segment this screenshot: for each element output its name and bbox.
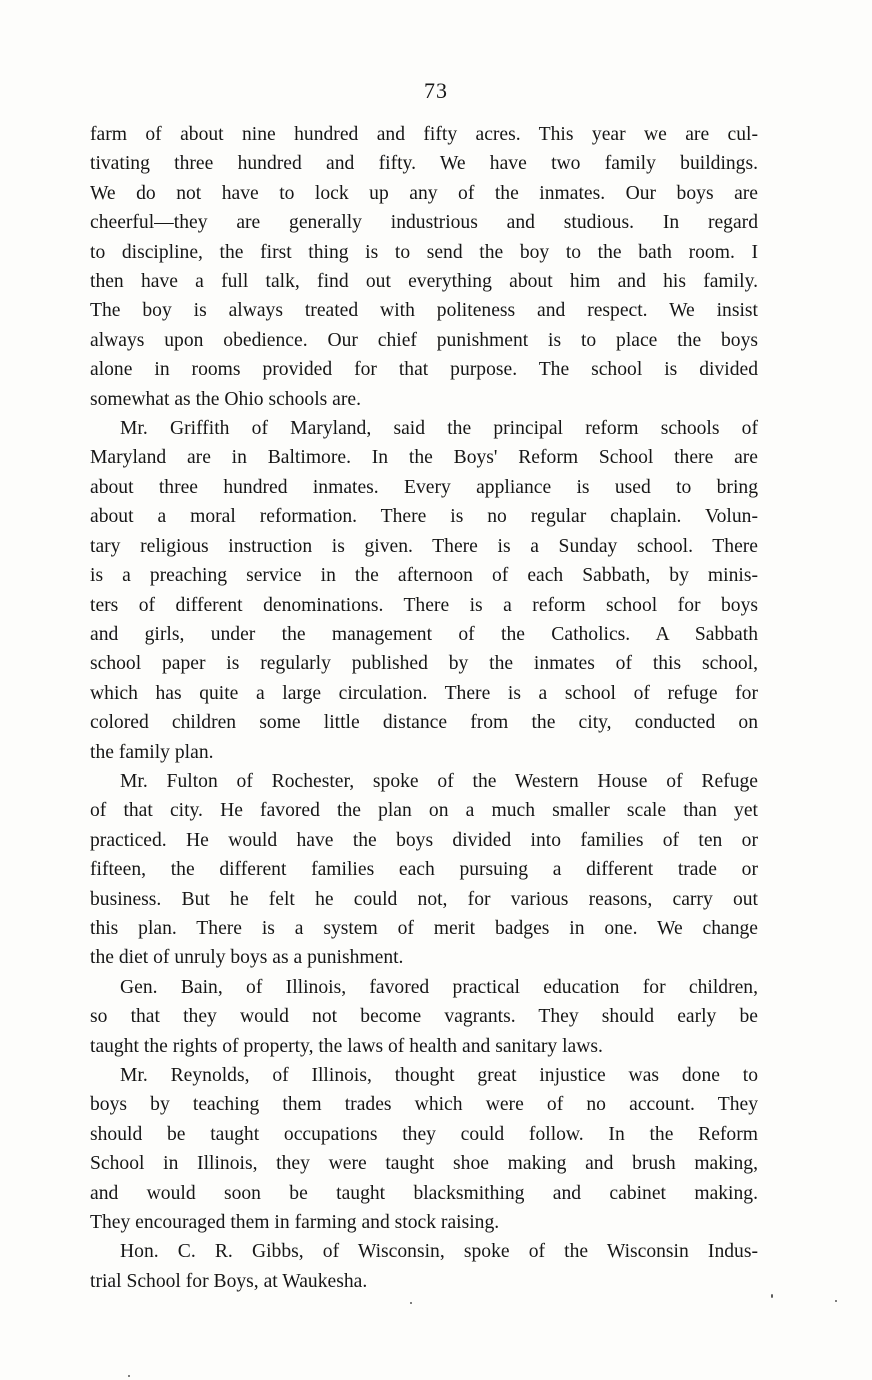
text-line: taught the rights of property, the laws of health and sanitary laws. [90,1035,603,1057]
text-line: practiced. He would have the boys divided into families of ten or [90,829,758,851]
text-line: this plan. There is a system of merit badges in one. We change [90,917,758,939]
paragraph-continued-farm [90,120,758,414]
text-line: of that city. He favored the plan on a much smaller scale than yet [90,800,758,822]
text-line: school paper is regularly published by the inmates of this school, [90,653,758,675]
text-line: and girls, under the management of the Catholics. A Sabbath [90,623,758,645]
text-line: which has quite a large circulation. There is a school of refuge for [90,682,758,704]
paragraph-fulton-rochester [90,767,758,973]
text-line: should be taught occupations they could follow. In the Reform [90,1123,758,1145]
text-line: the diet of unruly boys as a punishment. [90,947,404,969]
text-line: farm of about nine hundred and fifty acres. This year we are cul- [90,124,758,145]
text-line: then have a full talk, find out everything about him and his family. [90,271,758,293]
text-line: tivating three hundred and fifty. We have two family buildings. [90,153,758,175]
text-line: cheerful—they are generally industrious and studious. In regard [90,212,758,234]
scan-speck [128,1375,130,1377]
scan-speck [835,1300,837,1302]
text-line: Mr. Fulton of Rochester, spoke of the Western House of Refuge [120,770,758,792]
text-line: boys by teaching them trades which were of no account. They [90,1094,758,1116]
text-line: business. But he felt he could not, for various reasons, carry out [90,888,758,910]
text-line: so that they would not become vagrants. They should early be [90,1006,758,1028]
text-line: School in Illinois, they were taught shoe making and brush making, [90,1153,758,1175]
scan-speck [771,1294,773,1298]
text-line: is a preaching service in the afternoon of each Sabbath, by minis- [90,565,758,587]
paragraph-griffith-maryland [90,414,758,767]
text-line: Mr. Reynolds, of Illinois, thought great injustice was done to [120,1065,758,1086]
text-line: somewhat as the Ohio schools are. [90,388,361,410]
text-line: Hon. C. R. Gibbs, of Wisconsin, spoke of the Wisconsin Indus- [120,1241,758,1263]
text-line: to discipline, the first thing is to send the boy to the bath room. I [90,241,758,263]
text-line: tary religious instruction is given. There is a Sunday school. There [90,535,758,557]
text-line: fifteen, the different families each pursuing a different trade or [90,859,758,881]
paragraph-gibbs-wisconsin [90,1237,758,1296]
text-line: We do not have to lock up any of the inmates. Our boys are [90,182,758,204]
text-line: about a moral reformation. There is no regular chaplain. Volun- [90,506,758,528]
scan-speck [410,1302,412,1304]
body-text [90,120,758,1296]
paragraph-reynolds-illinois [90,1061,758,1237]
text-line: the family plan. [90,741,214,763]
text-line: They encouraged them in farming and stock raising. [90,1212,500,1234]
text-line: Gen. Bain, of Illinois, favored practical education for children, [120,976,758,998]
text-line: The boy is always treated with politeness and respect. We insist [90,300,758,322]
text-line: Maryland are in Baltimore. In the Boys' Reform School there are [90,447,758,469]
text-line: alone in rooms provided for that purpose. The school is divided [90,359,758,381]
text-line: colored children some little distance from the city, conducted on [90,712,758,734]
text-line: ters of different denominations. There is a reform school for boys [90,594,758,616]
paragraph-bain-illinois [90,973,758,1061]
text-line: Mr. Griffith of Maryland, said the principal reform schools of [120,418,758,440]
text-line: always upon obedience. Our chief punishment is to place the boys [90,329,758,351]
page-number: 73 [424,78,448,103]
text-line: and would soon be taught blacksmithing and cabinet making. [90,1182,758,1204]
text-line: trial School for Boys, at Waukesha. [90,1270,368,1292]
text-line: about three hundred inmates. Every appliance is used to bring [90,476,758,498]
